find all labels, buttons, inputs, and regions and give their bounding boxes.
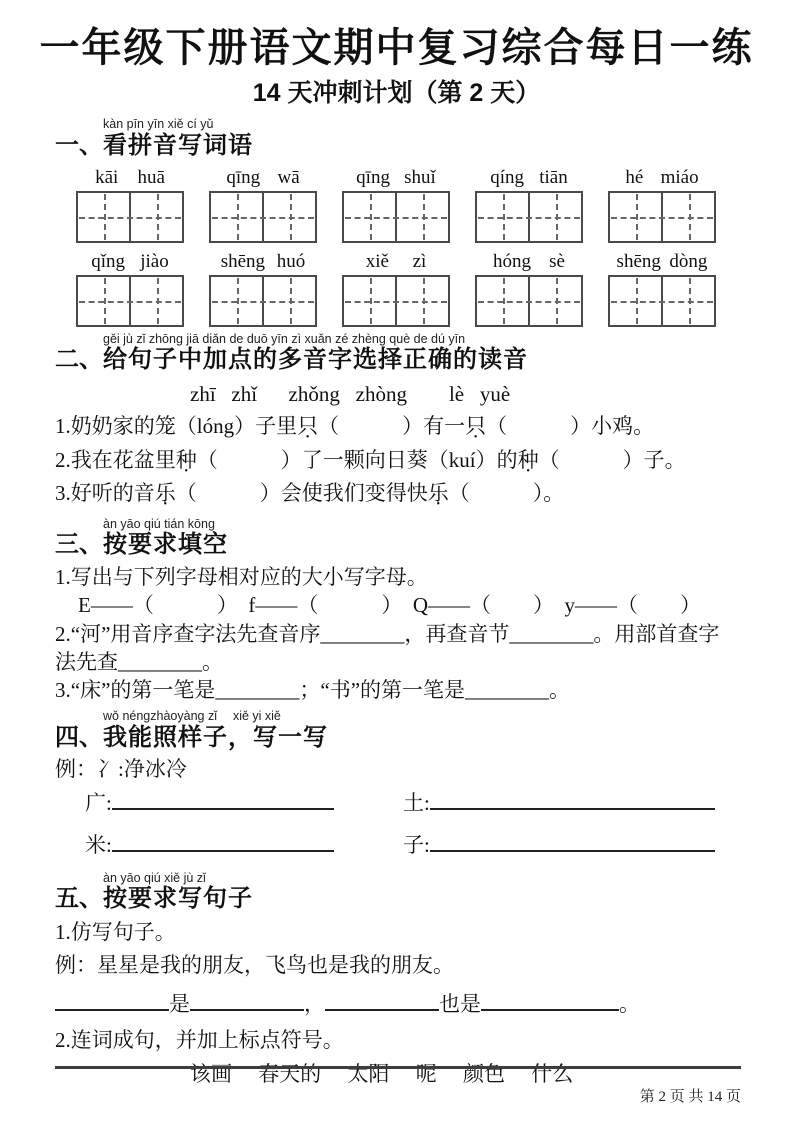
writing-grid-box [475,191,583,243]
section-3-pinyin: àn yāo qiú tián kōng [103,516,215,531]
dotted-char: 只 [465,414,487,439]
section-1-title: 看拼音写词语 [103,131,253,159]
grid-cell [610,277,661,325]
grid-cell [211,277,262,325]
grid-cell [528,277,581,325]
word-unit [608,163,716,243]
grid-cell [129,193,182,241]
pinyin-label [608,163,716,189]
writing-grid-box [209,191,317,243]
writing-grid-box [342,191,450,243]
word-unit [475,247,583,327]
grid-cell [477,193,528,241]
pinyin-syllable: jiào [140,250,169,272]
page-title: 一年级下册语文期中复习综合每日一练 [39,26,754,70]
grid-cell [661,277,714,325]
grid-cell [610,193,661,241]
section-2-number: 二、 [55,346,103,374]
answer-blank [55,1007,169,1011]
pinyin-label [209,247,317,273]
grid-cell [262,193,315,241]
section-1-number: 一、 [55,131,103,159]
s5-example: 例：星星是我的朋友，飞鸟也是我的朋友。 [55,953,454,978]
grid-cell [344,277,395,325]
dotted-char: 种 [175,447,197,472]
connector-text: 。 [619,991,640,1016]
section-5-number: 五、 [55,885,103,913]
s4-row-2 [85,833,793,858]
answer-blank [190,1007,304,1011]
sentence-segment: （ ）有一 [318,414,466,439]
word-unit [342,163,450,243]
sentence-segment: （ ）会使我们变得快 [175,481,428,506]
s3-item-2-line-1: 2.“河”用音序查字法先查音序________，再查音节________。用部首查字 [55,622,720,647]
connector-text: 是 [169,991,190,1016]
grid-cell [344,193,395,241]
section-2-pinyin: gěi jù zǐ zhōng jiā diǎn de duō yīn zì xuǎn zé zhèng què de dú yīn [103,331,466,346]
sentence-segment: 3.好听的音 [55,481,155,506]
sentence-2 [55,445,748,477]
section-1-heading [55,118,793,159]
dotted-char: 乐 [427,481,449,506]
sentence-segment: （ ）了一颗向日葵（kuí）的 [196,447,518,472]
pinyin-label [342,163,450,189]
option-bank: zhī zhǐ zhǒng zhòng lè yuè [190,381,511,406]
word-unit [475,163,583,243]
grid-cell [395,193,448,241]
pinyin-label [209,163,317,189]
pinyin-syllable: huā [137,166,165,188]
pinyin-label [475,247,583,273]
answer-blank [430,848,715,852]
section-3-number: 三、 [55,531,103,559]
section-3-title: 按要求填空 [103,531,228,559]
sentence-segment: （ ）小鸡。 [486,414,655,439]
writing-grid-box [608,191,716,243]
word-grid-row-2 [76,247,716,327]
writing-grid-box [76,275,184,327]
word-unit [76,247,184,327]
pinyin-syllable: shuǐ [404,166,436,188]
pinyin-label [342,247,450,273]
pinyin-syllable: hé [625,166,644,188]
connector-text: 也是 [439,991,481,1016]
pinyin-syllable: qǐng [91,250,126,272]
s3-item-2-line-2: 法先查________。 [55,650,223,675]
radical-label: 土: [403,791,430,816]
sentence-segment: 2.我在花盆里 [55,447,176,472]
s3-item-3: 3.“床”的第一笔是________；“书”的第一笔是________。 [55,678,571,703]
grid-cell [78,277,129,325]
sentence-segment: （ ）子。 [538,447,686,472]
dotted-char: 种 [517,447,539,472]
page-subtitle: 14 天冲刺计划（第 2 天） [252,79,541,107]
s4-row-1 [85,791,793,816]
pinyin-syllable: miáo [660,166,699,188]
sentence-segment: （ ）。 [448,481,565,506]
pinyin-syllable: wā [277,166,300,188]
pinyin-label [76,163,184,189]
word-unit [342,247,450,327]
pinyin-syllable: shēng [220,250,266,272]
grid-cell [262,277,315,325]
word-rearrange-bank: 该画 春天的 太阳 呢 颜色 什么 [190,1061,574,1086]
section-3-heading [55,518,793,559]
grid-cell [129,277,182,325]
s4-example: 例：冫:净冰冷 [55,757,187,782]
letter-matching-line: E——（ ） f——（ ） Q——（ ） y——（ ） [78,592,701,617]
pinyin-syllable: shēng [616,250,661,272]
pinyin-label [76,247,184,273]
grid-cell [78,193,129,241]
grid-cell [395,277,448,325]
pinyin-syllable: hóng [493,250,532,272]
grid-cell [211,193,262,241]
pinyin-syllable: tiān [539,166,568,188]
section-4-title: 我能照样子，写一写 [103,723,328,751]
pinyin-syllable: dòng [669,250,708,272]
pinyin-syllable: zì [412,250,427,272]
writing-grid-box [608,275,716,327]
fill-in-sentence-line [55,990,793,1019]
writing-grid-box [209,275,317,327]
page-number: 第 2 页 共 14 页 [639,1089,741,1105]
radical-label: 米: [85,832,112,857]
section-5-title: 按要求写句子 [103,885,253,913]
pinyin-syllable: qīng [226,166,261,188]
section-1-pinyin: kàn pīn yīn xiě cí yǔ [103,117,214,131]
word-unit [76,163,184,243]
word-unit [608,247,716,327]
answer-blank [112,806,334,810]
pinyin-syllable: huó [276,250,306,272]
sentence-3 [55,478,748,510]
connector-text: ， [304,991,325,1016]
pinyin-syllable: sè [549,250,565,272]
section-4-pinyin: wǒ néngzhàoyàng zǐ xiě yi xiě [103,709,281,724]
writing-grid-box [342,275,450,327]
word-unit [209,247,317,327]
pinyin-label [475,163,583,189]
pinyin-syllable: qīng [356,166,390,188]
radical-label: 子: [403,832,430,857]
answer-blank [481,1007,619,1011]
grid-cell [528,193,581,241]
pinyin-syllable: xiě [365,250,389,272]
grid-cell [477,277,528,325]
s5-item-1: 1.仿写句子。 [55,919,176,944]
sentence-1 [55,411,748,443]
radical-label: 广: [85,791,112,816]
pinyin-syllable: qíng [490,166,525,188]
pinyin-syllable: kāi [95,166,119,188]
answer-blank [112,848,334,852]
section-2-title: 给句子中加点的多音字选择正确的读音 [103,346,528,374]
dotted-char: 只 [297,414,319,439]
dotted-char: 乐 [154,481,176,506]
answer-blank [430,806,715,810]
word-grid-row-1 [76,163,716,243]
section-2-heading [55,333,793,374]
pinyin-label [608,247,716,273]
section-5-pinyin: àn yāo qiú xiě jù zǐ [103,870,206,885]
word-unit [209,163,317,243]
writing-grid-box [475,275,583,327]
footer-divider [55,1066,741,1069]
section-4-heading [55,710,793,751]
section-4-number: 四、 [55,723,103,751]
s3-item-1: 1.写出与下列字母相对应的大小写字母。 [55,564,428,589]
s5-item-2: 2.连词成句，并加上标点符号。 [55,1028,344,1053]
section-5-heading [55,872,793,913]
grid-cell [661,193,714,241]
writing-grid-box [76,191,184,243]
answer-blank [325,1007,439,1011]
sentence-segment: 1.奶奶家的笼（lóng）子里 [55,414,298,439]
